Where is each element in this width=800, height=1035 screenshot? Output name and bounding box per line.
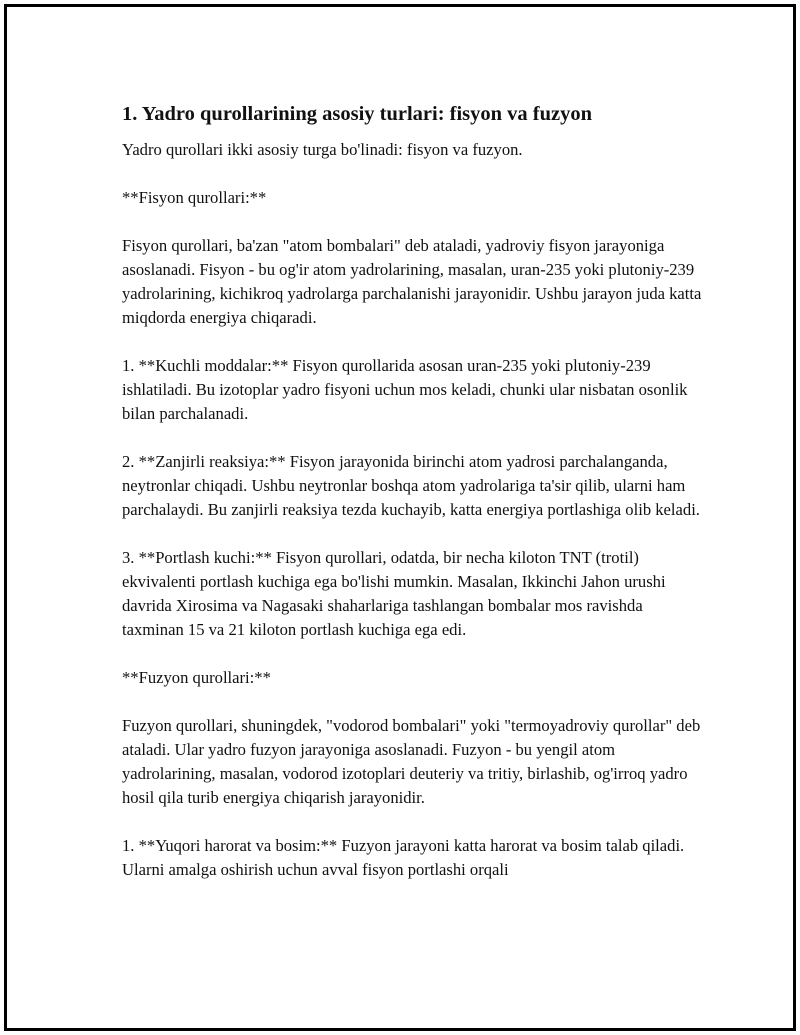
fusion-subheading: **Fuzyon qurollari:** <box>122 668 271 687</box>
fission-point-2-paragraph: 2. **Zanjirli reaksiya:** Fisyon jarayonida birinchi atom yadrosi parchalanganda, neytronlar chiqadi. Ushbu neytronlar boshqa atom yadrolariga ta'sir qilib, ularni ham parchalaydi. Bu zanjirli reaksiya tezda kuchayib, katta energiya portlashiga olib keladi. <box>122 452 700 519</box>
fission-subheading: **Fisyon qurollari:** <box>122 188 267 207</box>
fission-point-1-paragraph: 1. **Kuchli moddalar:** Fisyon qurollarida asosan uran-235 yoki plutoniy-239 ishlatiladi. Bu izotoplar yadro fisyoni uchun mos keladi, chunki ular nisbatan osonlik bilan parchalanadi. <box>122 356 688 423</box>
document-body <box>122 100 702 906</box>
fusion-description-paragraph: Fuzyon qurollari, shuningdek, "vodorod bombalari" yoki "termoyadroviy qurollar" deb ataladi. Ular yadro fuzyon jarayoniga asoslanadi. Fuzyon - bu yengil atom yadrolarining, masalan, vodorod izotoplari deuteriy va tritiy, birlashib, og'irroq yadro hosil qila turib energiya chiqarish jarayonidir. <box>122 716 701 807</box>
section-heading: 1. Yadro qurollarining asosiy turlari: fisyon va fuzyon <box>122 103 593 125</box>
intro-paragraph: Yadro qurollari ikki asosiy turga bo'linadi: fisyon va fuzyon. <box>122 140 523 159</box>
page-frame <box>4 4 796 1031</box>
fission-point-3-paragraph: 3. **Portlash kuchi:** Fisyon qurollari, odatda, bir necha kiloton TNT (trotil) ekvivalenti portlash kuchiga ega bo'lishi mumkin. Masalan, Ikkinchi Jahon urushi davrida Xirosima va Nagasaki shaharlariga tashlangan bombalar mos ravishda taxminan 15 va 21 kiloton portlash kuchiga ega edi. <box>122 548 666 639</box>
fission-description-paragraph: Fisyon qurollari, ba'zan "atom bombalari" deb ataladi, yadroviy fisyon jarayoniga asoslanadi. Fisyon - bu og'ir atom yadrolarining, masalan, uran-235 yoki plutoniy-239 yadrolarining, kichikroq yadrolarga parchalanishi jarayonidir. Ushbu jarayon juda katta miqdorda energiya chiqaradi. <box>122 236 702 327</box>
fusion-point-1-paragraph: 1. **Yuqori harorat va bosim:** Fuzyon jarayoni katta harorat va bosim talab qiladi. Ularni amalga oshirish uchun avval fisyon portlashi orqali <box>122 836 685 879</box>
